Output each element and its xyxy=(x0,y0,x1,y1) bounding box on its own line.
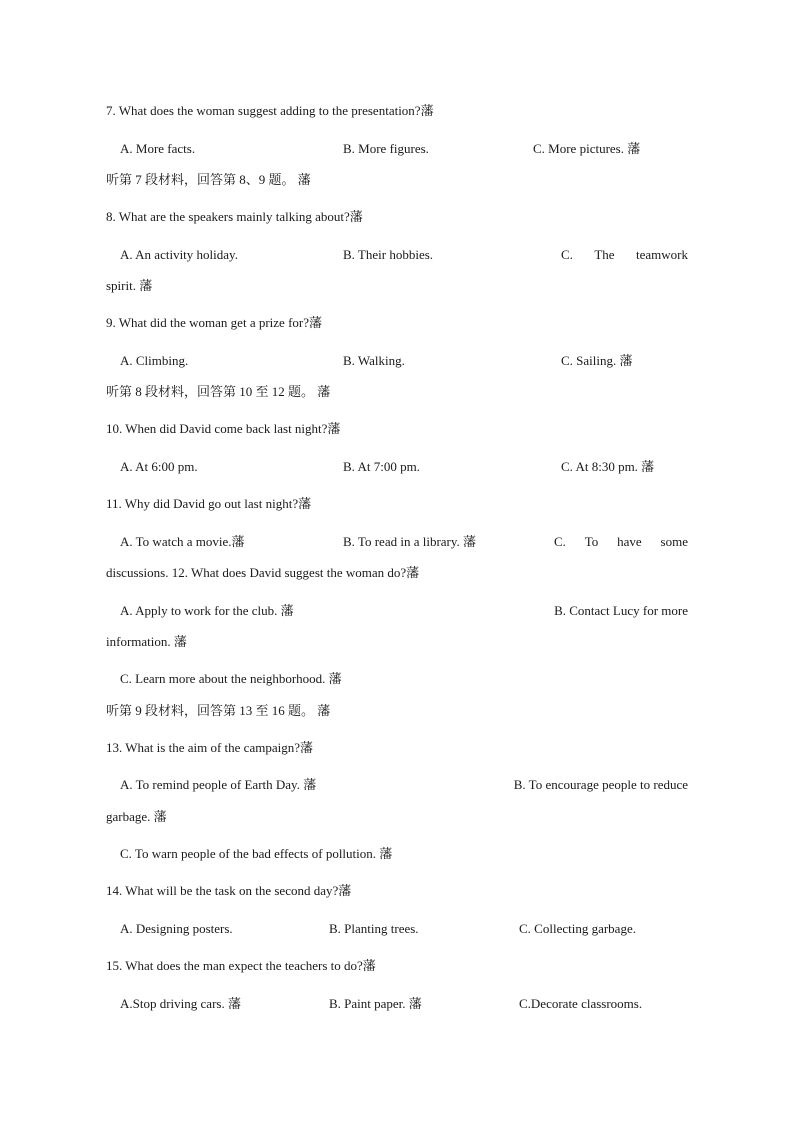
q13-option-b: B. To encourage people to reduce xyxy=(513,777,688,792)
q8-option-c-word: C. xyxy=(561,247,573,262)
q12-option-b: B. Contact Lucy for more xyxy=(554,603,688,618)
q7-option-a: A. More facts. xyxy=(120,141,196,156)
q11-option-c-word: C. xyxy=(554,534,566,549)
q15-option-a: A.Stop driving cars. 藩 xyxy=(120,996,241,1011)
q8-option-a: A. An activity holiday. xyxy=(120,247,238,262)
q12-option-a: A. Apply to work for the club. 藩 xyxy=(120,603,294,618)
q15-option-b: B. Paint paper. 藩 xyxy=(329,996,422,1011)
question-13: 13. What is the aim of the campaign?藩 xyxy=(106,740,313,755)
q11-option-b: B. To read in a library. 藩 xyxy=(343,534,477,549)
q8-option-c-word: The xyxy=(594,247,615,262)
question-15: 15. What does the man expect the teachers to do?藩 xyxy=(106,958,376,973)
q12-option-c: C. Learn more about the neighborhood. 藩 xyxy=(120,671,342,686)
section-9-instruction: 听第 9 段材料，回答第 13 至 16 题。 藩 xyxy=(106,703,331,718)
q10-option-b: B. At 7:00 pm. xyxy=(343,459,420,474)
q11-option-c xyxy=(554,534,688,550)
q7-option-c: C. More pictures. 藩 xyxy=(533,141,641,156)
q11-option-a: A. To watch a movie.藩 xyxy=(120,534,245,549)
question-11: 11. Why did David go out last night?藩 xyxy=(106,496,312,511)
section-8-instruction: 听第 8 段材料，回答第 10 至 12 题。 藩 xyxy=(106,384,331,399)
q13-option-c: C. To warn people of the bad effects of pollution. 藩 xyxy=(120,846,393,861)
q9-option-c: C. Sailing. 藩 xyxy=(561,353,633,368)
q13-option-a: A. To remind people of Earth Day. 藩 xyxy=(120,777,317,792)
q11-option-c-word: To xyxy=(584,534,599,549)
q8-option-c-continued: spirit. 藩 xyxy=(106,278,153,293)
q10-option-c: C. At 8:30 pm. 藩 xyxy=(561,459,655,474)
question-9: 9. What did the woman get a prize for?藩 xyxy=(106,315,322,330)
q11-option-c-word: have xyxy=(617,534,642,549)
question-14: 14. What will be the task on the second day?藩 xyxy=(106,883,352,898)
q7-option-b: B. More figures. xyxy=(343,141,429,156)
q15-option-c: C.Decorate classrooms. xyxy=(519,996,643,1011)
section-7-instruction: 听第 7 段材料，回答第 8、9 题。 藩 xyxy=(106,172,311,187)
q9-option-a: A. Climbing. xyxy=(120,353,189,368)
q8-option-b: B. Their hobbies. xyxy=(343,247,434,262)
q8-option-c-word: teamwork xyxy=(636,247,688,262)
q14-option-c: C. Collecting garbage. xyxy=(519,921,636,936)
question-10: 10. When did David come back last night?藩 xyxy=(106,421,341,436)
q11-c-and-question-12: discussions. 12. What does David suggest the woman do?藩 xyxy=(106,565,420,580)
question-8: 8. What are the speakers mainly talking about?藩 xyxy=(106,209,363,224)
q12-option-b-continued: information. 藩 xyxy=(106,634,187,649)
q13-option-b-continued: garbage. 藩 xyxy=(106,809,167,824)
q11-option-c-word: some xyxy=(660,534,688,549)
q10-option-a: A. At 6:00 pm. xyxy=(120,459,198,474)
q9-option-b: B. Walking. xyxy=(343,353,405,368)
q14-option-a: A. Designing posters. xyxy=(120,921,233,936)
q14-option-b: B. Planting trees. xyxy=(329,921,419,936)
q8-option-c xyxy=(561,247,688,263)
question-7: 7. What does the woman suggest adding to the presentation?藩 xyxy=(106,103,434,118)
